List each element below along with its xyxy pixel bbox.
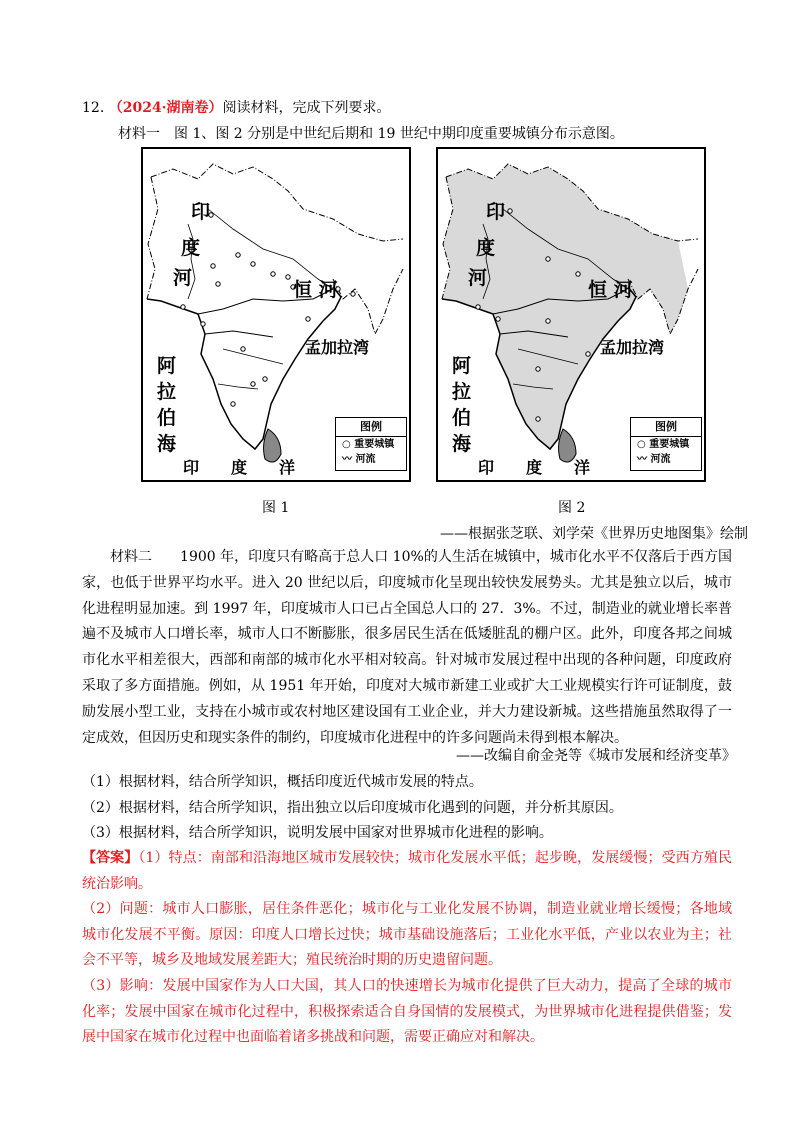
river-line-icon: 〰 — [637, 454, 647, 465]
map-legend-1 — [335, 417, 407, 471]
answer-tag: 【答案】 — [82, 850, 139, 866]
label-he: 河 — [173, 267, 193, 289]
map-figure-1 — [141, 147, 411, 482]
legend-title: 图例 — [336, 418, 406, 437]
label-indian-ocean: 印 度 洋 — [478, 458, 591, 477]
question-prompt: 阅读材料，完成下列要求。 — [222, 100, 391, 116]
material1-intro: 材料一 图 1、图 2 分别是中世纪后期和 19 世纪中期印度重要城镇分布示意图。 — [118, 126, 624, 142]
river-line-icon: 〰 — [342, 454, 352, 465]
label-bay-of-bengal: 孟加拉湾 — [305, 338, 370, 357]
label-ganges: 恒 河 — [588, 279, 633, 301]
label-ganges: 恒 河 — [293, 279, 338, 301]
label-bay-of-bengal: 孟加拉湾 — [600, 338, 665, 357]
answer-part-3: （3）影响：发展中国家作为人口大国，其人口的快速增长为城市化提供了巨大动力，提高了全球的城市化率；发展中国家在城市化过程中，积极探索适合自身国情的发展模式，为世界城市化进程提供借鉴；发展中国家在城市化过程中也面临着诸多挑战和问题，需要正确应对和解决。 — [82, 978, 732, 1046]
label-yin: 印 — [486, 201, 506, 223]
answer-part-1: 【答案】（1）特点：南部和沿海地区城市发展较快；城市化发展水平低；起步晚，发展缓慢；受西方殖民统治影响。 — [82, 850, 733, 892]
question-3: （3）根据材料，结合所学知识，说明发展中国家对世界城市化进程的影响。 — [82, 825, 553, 841]
label-arabian-3: 伯 — [157, 407, 177, 429]
question-2: （2）根据材料，结合所学知识，指出独立以后印度城市化遇到的问题，并分析其原因。 — [82, 800, 623, 816]
map-figure-2 — [436, 147, 706, 482]
label-yin: 印 — [191, 201, 211, 223]
figure-1-caption: 图 1 — [262, 500, 290, 516]
label-arabian-2: 拉 — [452, 381, 472, 403]
material1-citation: ——根据张芝联、刘学荣《世界历史地图集》绘制 — [440, 526, 748, 542]
question-header — [82, 98, 391, 118]
town-dot-icon: ○ — [637, 439, 646, 450]
answer-part-2: （2）问题：城市人口膨胀，居住条件恶化；城市化与工业化发展不协调，制造业就业增长缓慢；各地域城市化发展不平衡。原因：印度人口增长过快；城市基础设施落后；工业化水平低，产业以农业为主；社会不平等，城乡及地域发展差距大；殖民统治时期的历史遗留问题。 — [82, 901, 732, 969]
question-number: 12. — [82, 100, 105, 116]
label-du: 度 — [476, 237, 496, 259]
town-dot-icon: ○ — [342, 439, 351, 450]
label-indian-ocean: 印 度 洋 — [183, 458, 296, 477]
label-he: 河 — [468, 267, 488, 289]
label-arabian-1: 阿 — [452, 355, 472, 377]
legend-title: 图例 — [631, 418, 701, 437]
label-arabian-1: 阿 — [157, 355, 177, 377]
label-arabian-4: 海 — [157, 433, 177, 455]
figure-2-caption: 图 2 — [558, 500, 586, 516]
question-source: （2024·湖南卷） — [108, 100, 223, 116]
material2-text: 材料二 1900 年，印度只有略高于总人口 10%的人生活在城镇中，城市化水平不仅落后于西方国家，也低于世界平均水平。进入 20 世纪以后，印度城市化呈现出较快发展势头。尤其是独立以后，城市化进程明显加速。到 1997 年，印度城市人口已占全国总人口的 27．3%。不过，制造业的就业增长率普遍不及城市人口增长率，城市人口不断膨胀，很多居民生活在低矮脏乱的棚户区。此外，印度各邦之间城市化水平相差很大，西部和南部的城市化水平相对较高。针对城市发展过程中出现的各种问题，印度政府采取了多方面措施。例如，从 1951 年开始，印度对大城市新建工业或扩大工业规模实行许可证制度，鼓励发展小型工业，支持在小城市或农村地区建设国有工业企业，并大力建设新城。这些措施虽然取得了一定成效，但因历史和现实条件的制约，印度城市化进程中的许多问题尚未得到根本解决。 — [82, 549, 732, 746]
label-arabian-3: 伯 — [452, 407, 472, 429]
map-legend-2 — [630, 417, 702, 471]
label-du: 度 — [181, 237, 201, 259]
legend-river: 〰 河流 — [342, 454, 376, 465]
label-arabian-4: 海 — [452, 433, 472, 455]
question-1: （1）根据材料，结合所学知识，概括印度近代城市发展的特点。 — [82, 774, 483, 790]
legend-river: 〰 河流 — [637, 454, 671, 465]
label-arabian-2: 拉 — [157, 381, 177, 403]
legend-town: ○ 重要城镇 — [637, 439, 690, 450]
legend-town: ○ 重要城镇 — [342, 439, 395, 450]
material2-citation: ——改编自俞金尧等《城市发展和经济变革》 — [456, 748, 736, 764]
